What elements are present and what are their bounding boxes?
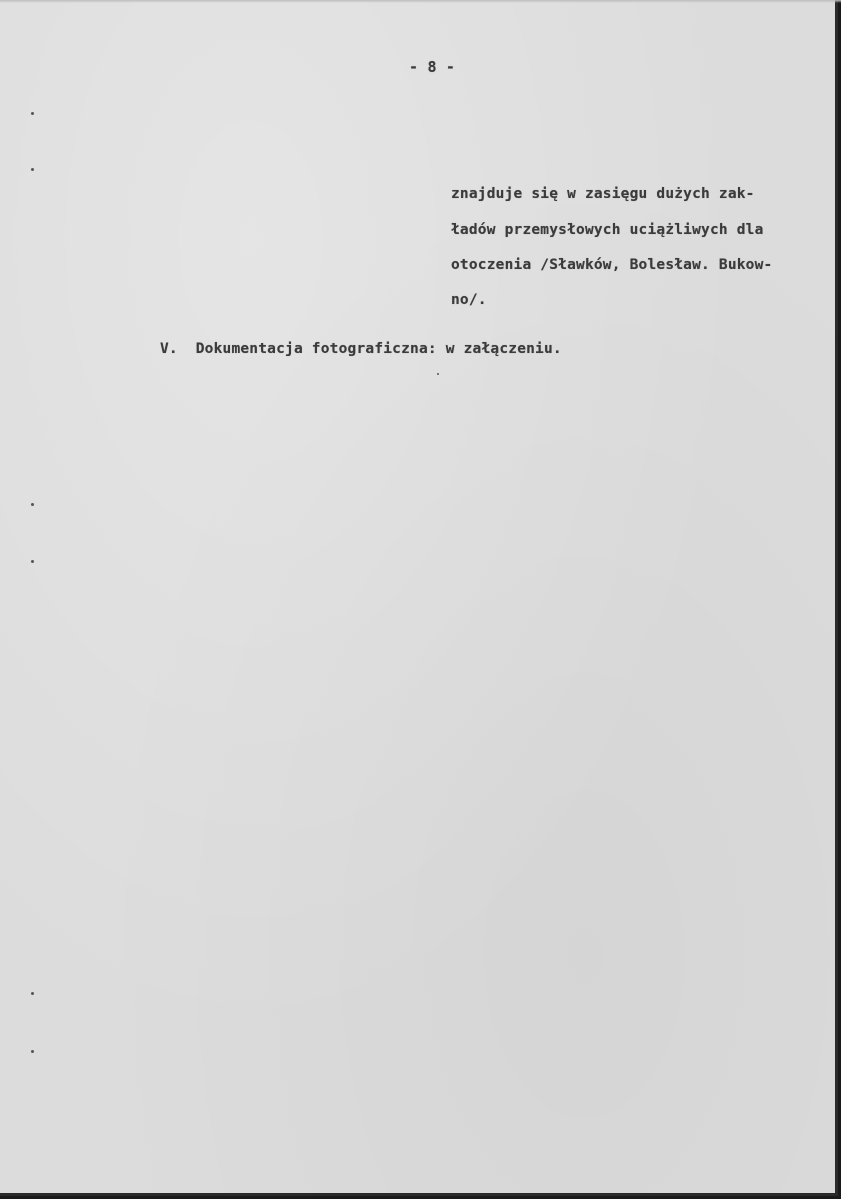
paragraph-line-1: znajduje się w zasięgu dużych zak- (451, 186, 755, 202)
scan-speck (31, 560, 34, 563)
page-number: - 8 - (409, 58, 456, 76)
scan-speck (31, 1050, 34, 1053)
scan-speck (437, 373, 439, 375)
scan-speck (31, 992, 34, 995)
section-v-heading: V. Dokumentacja fotograficzna: w załączeniu. (160, 341, 562, 357)
scan-speck (31, 168, 34, 171)
scan-speck (31, 503, 34, 506)
paragraph-line-2: ładów przemysłowych uciążliwych dla (451, 222, 764, 238)
scan-speck (31, 112, 34, 115)
paragraph-line-3: otoczenia /Sławków, Bolesław. Bukow- (451, 257, 773, 273)
paragraph-line-4: no/. (451, 292, 487, 308)
scan-edge (0, 0, 841, 3)
